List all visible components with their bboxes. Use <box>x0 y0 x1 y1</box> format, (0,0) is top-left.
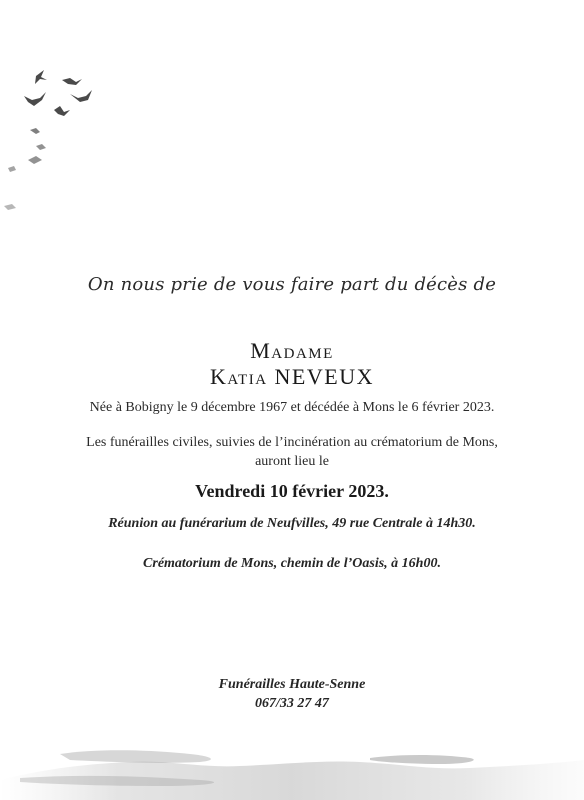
bird <box>24 92 46 106</box>
deceased-title: Madame <box>250 338 334 363</box>
bird <box>28 156 42 164</box>
intro-text: On nous prie de vous faire part du décès de <box>87 274 497 295</box>
bird <box>8 166 16 172</box>
watercolor-wash-decoration <box>0 720 584 800</box>
bird <box>35 70 47 84</box>
funeral-announcement <box>0 433 584 471</box>
deceased-name: Katia NEVEUX <box>210 364 374 389</box>
funeral-home <box>0 675 584 713</box>
deceased-name-block <box>0 338 584 390</box>
bird <box>36 144 46 150</box>
flying-birds-illustration <box>0 60 110 220</box>
bird <box>70 90 92 102</box>
bird <box>62 78 82 85</box>
bird <box>4 204 16 210</box>
funeral-line-1: Les funérailles civiles, suivies de l’incinération au crématorium de Mons, <box>86 435 498 450</box>
birth-death-text: Née à Bobigny le 9 décembre 1967 et décédée à Mons le 6 février 2023. <box>89 400 495 415</box>
bird <box>54 106 70 116</box>
funeral-line-2: auront lieu le <box>255 454 329 469</box>
bird <box>30 128 40 134</box>
funeral-home-phone: 067/33 27 47 <box>255 696 329 711</box>
cremation-info: Crématorium de Mons, chemin de l’Oasis, à 16h00. <box>143 556 441 571</box>
meeting-info: Réunion au funérarium de Neufvilles, 49 rue Centrale à 14h30. <box>108 516 476 531</box>
funeral-home-name: Funérailles Haute-Senne <box>218 677 366 692</box>
ceremony-date: Vendredi 10 février 2023. <box>195 481 389 501</box>
